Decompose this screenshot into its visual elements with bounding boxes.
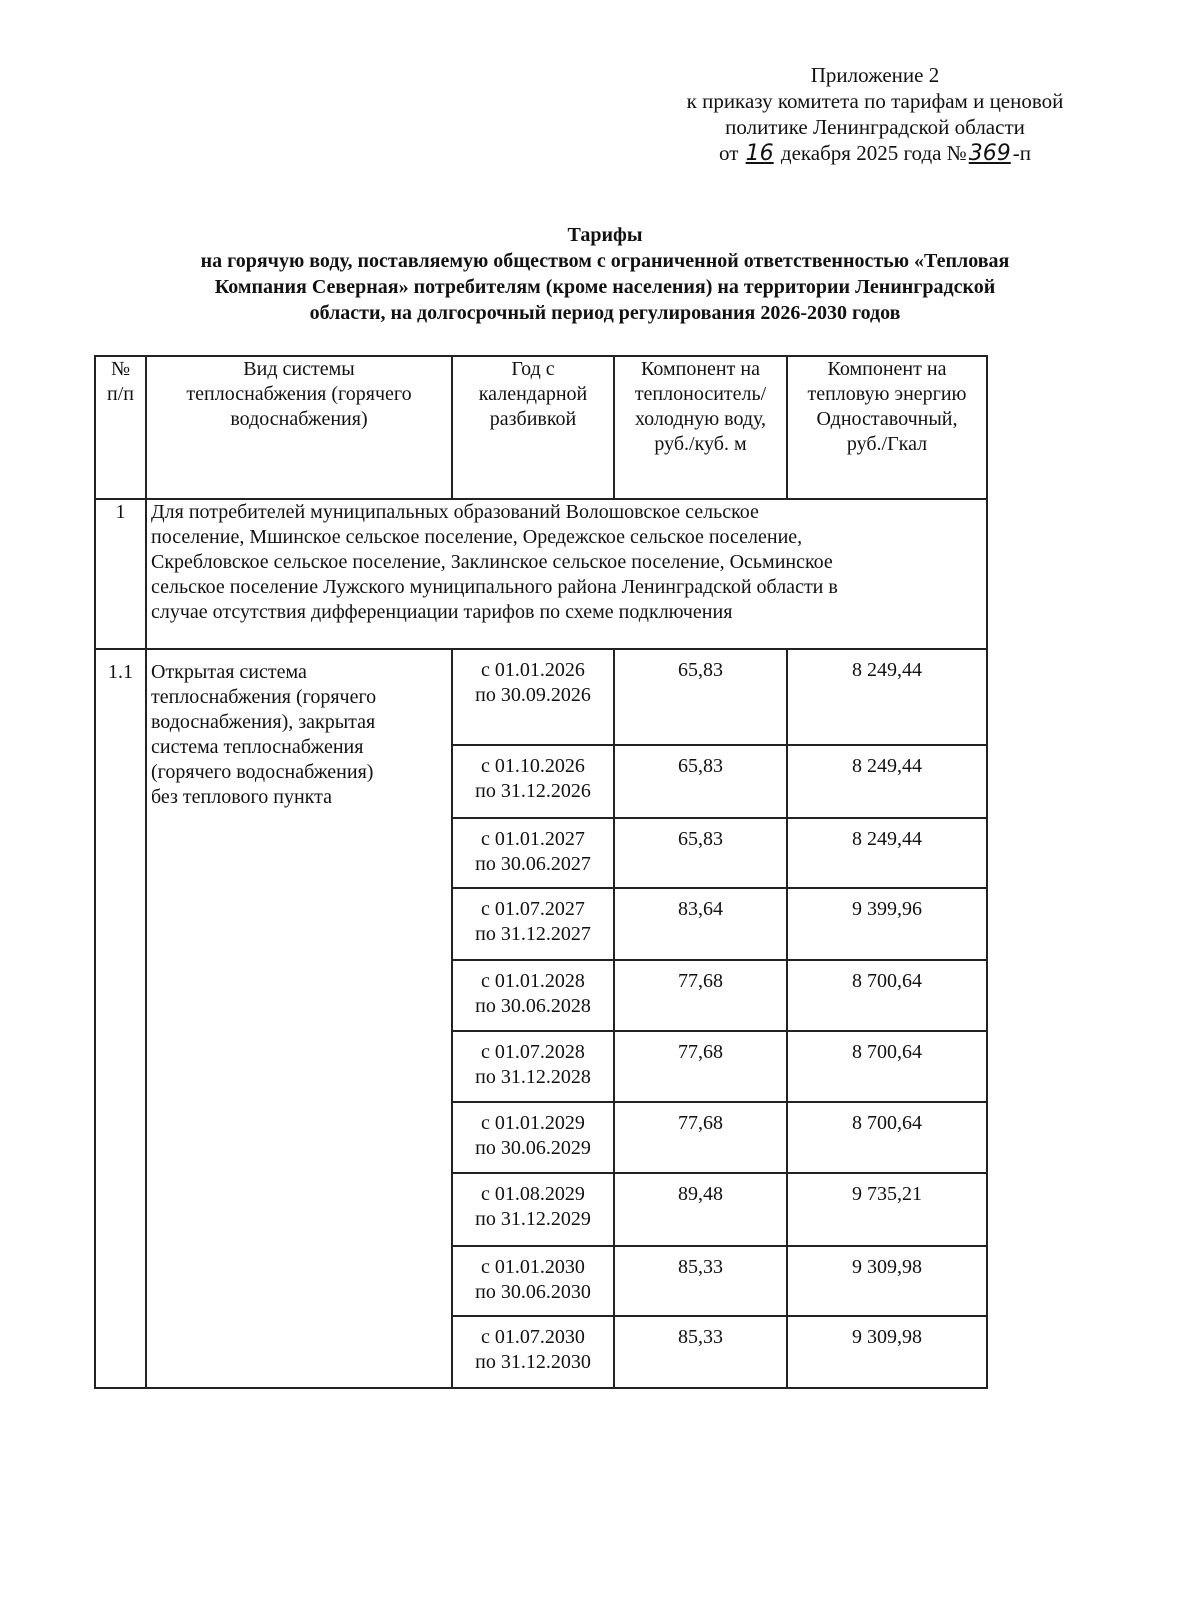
- energy-value: 9 309,98: [787, 1316, 987, 1388]
- section-description: Для потребителей муниципальных образований Волошовское сельское поселение, Мшинское сельское поселение, Оредежское сельское поселение, Скребловское сельское поселение, Заклинское сельское поселение, Осьминское сельское поселение Лужского муниципального района Ленинградской области в случае отсутствия дифференциации тарифов по схеме подключения: [146, 499, 987, 649]
- title-line-3: Компания Северная» потребителям (кроме населения) на территории Ленинградской: [214, 276, 996, 298]
- period-cell: [452, 818, 614, 888]
- coolant-value: 65,83: [614, 818, 787, 888]
- period-from: с 01.07.2028: [481, 1041, 585, 1063]
- energy-value: 9 399,96: [787, 888, 987, 960]
- table-header-row: [95, 356, 987, 499]
- section-number: 1: [95, 499, 146, 649]
- coolant-value: 65,83: [614, 649, 787, 745]
- period-to: по 31.12.2027: [475, 923, 591, 945]
- period-to: по 31.12.2028: [475, 1066, 591, 1088]
- header-system-type: Вид системы теплоснабжения (горячего водоснабжения): [146, 356, 452, 499]
- period-to: по 31.12.2026: [475, 780, 591, 802]
- coolant-value: 89,48: [614, 1173, 787, 1246]
- header-coolant-component: Компонент на теплоноситель/ холодную воду, руб./куб. м: [614, 356, 787, 499]
- period-from: с 01.07.2027: [481, 898, 585, 920]
- period-to: по 30.09.2026: [475, 684, 591, 706]
- title-line-4: области, на долгосрочный период регулирования 2026-2030 годов: [309, 302, 901, 324]
- period-cell: [452, 1246, 614, 1316]
- date-prefix: от: [719, 141, 739, 165]
- annex-committee-line: политике Ленинградской области: [725, 115, 1025, 139]
- date-middle: декабря 2025 года №: [780, 141, 967, 165]
- period-to: по 31.12.2030: [475, 1351, 591, 1373]
- period-cell: [452, 1031, 614, 1102]
- subsection-description: Открытая система теплоснабжения (горячего водоснабжения), закрытая система теплоснабжения (горячего водоснабжения) без теплового пункта: [146, 649, 452, 1388]
- period-from: с 01.01.2026: [481, 659, 585, 681]
- period-from: с 01.07.2030: [481, 1326, 585, 1348]
- period-to: по 30.06.2028: [475, 995, 591, 1017]
- period-cell: [452, 888, 614, 960]
- title-main: Тарифы: [567, 224, 643, 246]
- period-to: по 30.06.2029: [475, 1137, 591, 1159]
- energy-value: 8 249,44: [787, 818, 987, 888]
- period-to: по 31.12.2029: [475, 1208, 591, 1230]
- energy-value: 8 249,44: [787, 649, 987, 745]
- document-title: [100, 222, 1110, 326]
- period-to: по 30.06.2027: [475, 853, 591, 875]
- annex-date-line: [640, 140, 1110, 167]
- tariff-rows: [95, 649, 987, 1388]
- period-to: по 30.06.2030: [475, 1281, 591, 1303]
- order-number-suffix: -п: [1012, 141, 1031, 165]
- period-from: с 01.01.2028: [481, 970, 585, 992]
- annex-title: Приложение 2: [810, 63, 940, 87]
- energy-value: 8 700,64: [787, 1031, 987, 1102]
- title-line-2: на горячую воду, поставляемую обществом с ограниченной ответственностью «Тепловая: [200, 250, 1010, 272]
- energy-value: 8 249,44: [787, 745, 987, 818]
- period-cell: [452, 1316, 614, 1388]
- period-from: с 01.10.2026: [481, 755, 585, 777]
- header-energy-component: Компонент на тепловую энергию Одноставочный, руб./Гкал: [787, 356, 987, 499]
- annex-order-line: к приказу комитета по тарифам и ценовой: [686, 89, 1064, 113]
- header-year: Год с календарной разбивкой: [452, 356, 614, 499]
- period-cell: [452, 1102, 614, 1173]
- coolant-value: 65,83: [614, 745, 787, 818]
- energy-value: 9 735,21: [787, 1173, 987, 1246]
- handwritten-order-number: 369: [968, 141, 1011, 166]
- period-from: с 01.01.2029: [481, 1112, 585, 1134]
- subsection-number: 1.1: [95, 649, 146, 1388]
- period-from: с 01.01.2030: [481, 1256, 585, 1278]
- period-from: с 01.01.2027: [481, 828, 585, 850]
- tariff-table: [94, 355, 988, 1389]
- period-from: с 01.08.2029: [481, 1183, 585, 1205]
- coolant-value: 77,68: [614, 1031, 787, 1102]
- handwritten-day: 16: [745, 141, 774, 166]
- period-cell: [452, 960, 614, 1031]
- period-cell: [452, 1173, 614, 1246]
- coolant-value: 83,64: [614, 888, 787, 960]
- tariff-row: [95, 649, 987, 745]
- coolant-value: 77,68: [614, 1102, 787, 1173]
- coolant-value: 85,33: [614, 1316, 787, 1388]
- header-number: № п/п: [95, 356, 146, 499]
- coolant-value: 77,68: [614, 960, 787, 1031]
- period-cell: [452, 745, 614, 818]
- annex-header: [640, 62, 1110, 167]
- energy-value: 9 309,98: [787, 1246, 987, 1316]
- coolant-value: 85,33: [614, 1246, 787, 1316]
- section-row: [95, 499, 987, 649]
- energy-value: 8 700,64: [787, 960, 987, 1031]
- energy-value: 8 700,64: [787, 1102, 987, 1173]
- period-cell: [452, 649, 614, 745]
